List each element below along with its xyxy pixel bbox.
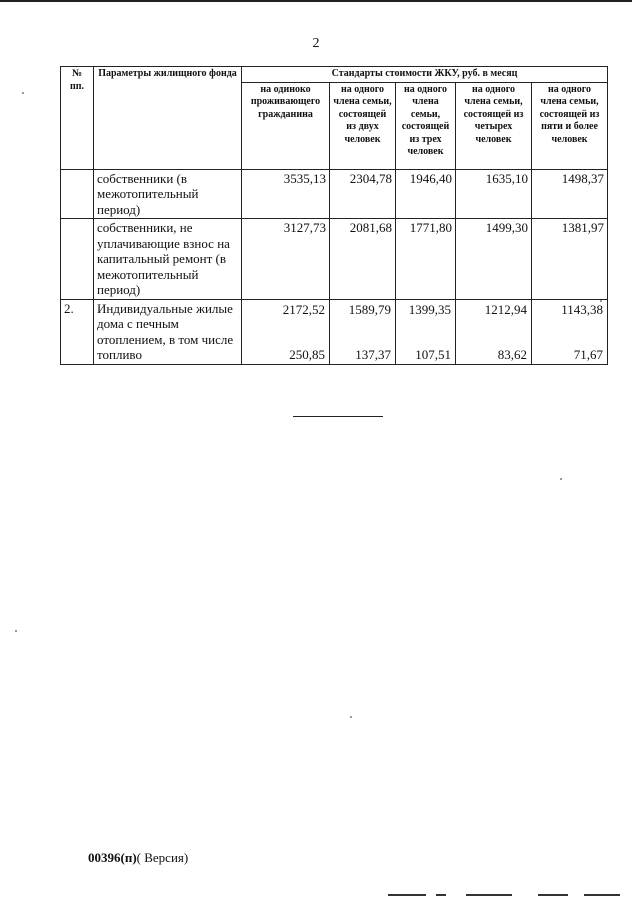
cost-standards-table [60, 66, 608, 365]
value-two: 1589,79 [348, 301, 391, 317]
header-no: № пп. [61, 67, 94, 170]
row-number: 2. [61, 299, 94, 364]
value-cell-two [330, 299, 396, 364]
value-cell-four [456, 299, 532, 364]
scan-top-edge [0, 0, 632, 2]
value-two: 2304,78 [330, 169, 396, 219]
value-single: 2172,52 [282, 301, 325, 317]
scan-bottom-marks [388, 893, 623, 897]
table-row [61, 219, 608, 300]
subheader-five-plus: на одного члена семьи, состоящей из пяти и более человек [532, 82, 608, 169]
footer-code [88, 850, 188, 866]
fuel-value-five-plus: 71,67 [573, 346, 604, 362]
value-five-plus: 1143,38 [561, 301, 604, 317]
value-three: 1399,35 [408, 301, 451, 317]
document-code: 00396(п) [88, 850, 137, 865]
table-row [61, 169, 608, 219]
subheader-four: на одного члена семьи, состоящей из четырех человек [456, 82, 532, 169]
fuel-value-single: 250,85 [289, 346, 325, 362]
fuel-value-two: 137,37 [355, 346, 391, 362]
value-four: 1499,30 [456, 219, 532, 300]
scan-speck [22, 92, 24, 94]
subheader-two: на одного члена семьи, состоящей из двух человек [330, 82, 396, 169]
value-cell-single [242, 299, 330, 364]
page-number: 2 [312, 36, 320, 51]
value-cell-five-plus [532, 299, 608, 364]
value-single: 3535,13 [242, 169, 330, 219]
fuel-value-three: 107,51 [415, 346, 451, 362]
value-five-plus: 1498,37 [532, 169, 608, 219]
value-three: 1771,80 [396, 219, 456, 300]
scan-speck [15, 630, 17, 632]
value-single: 3127,73 [242, 219, 330, 300]
subheader-three: на одного члена семьи, состоящей из трех человек [396, 82, 456, 169]
scan-speck [600, 300, 602, 302]
document-version: ( Версия) [136, 850, 189, 865]
row-label: собственники, не уплачивающие взнос на капитальный ремонт (в межотопительный период) [94, 219, 242, 300]
fuel-value-four: 83,62 [497, 346, 527, 362]
row-label: Индивидуальные жилые дома с печным отоплением, в том числе топливо [94, 299, 242, 364]
value-two: 2081,68 [330, 219, 396, 300]
subheader-single: на одиноко проживающего гражданина [242, 82, 330, 169]
scan-speck [560, 478, 562, 480]
row-number [61, 219, 94, 300]
header-group: Стандарты стоимости ЖКУ, руб. в месяц [242, 67, 608, 83]
scan-speck [350, 716, 352, 718]
row-label: собственники (в межотопительный период) [94, 169, 242, 219]
table-row [61, 299, 608, 364]
value-cell-three [396, 299, 456, 364]
header-row [61, 67, 608, 83]
header-params: Параметры жилищного фонда [94, 67, 242, 170]
row-number [61, 169, 94, 219]
value-five-plus: 1381,97 [532, 219, 608, 300]
value-four: 1212,94 [484, 301, 527, 317]
value-four: 1635,10 [456, 169, 532, 219]
end-rule [293, 416, 383, 417]
value-three: 1946,40 [396, 169, 456, 219]
